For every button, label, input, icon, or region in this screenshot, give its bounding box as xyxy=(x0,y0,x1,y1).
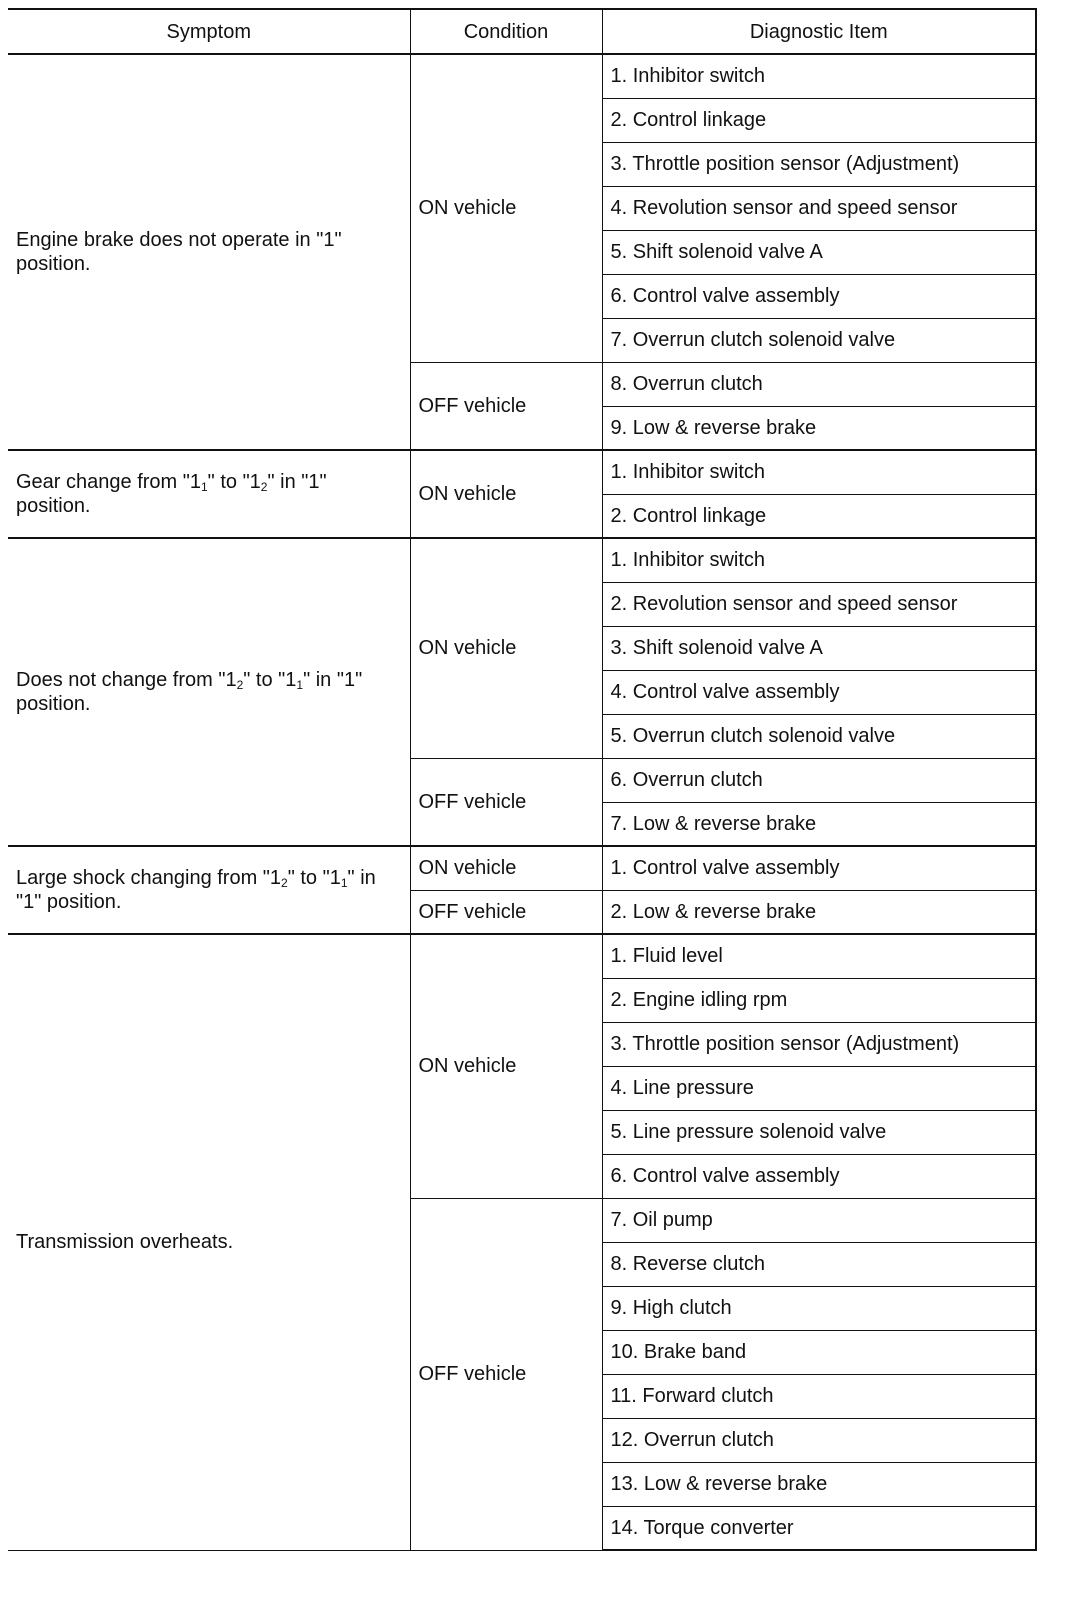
condition-cell: ON vehicle xyxy=(410,54,602,362)
condition-cell: OFF vehicle xyxy=(410,890,602,934)
diagnostic-item-cell: 5. Overrun clutch solenoid valve xyxy=(602,714,1036,758)
diagnostic-item-cell: 12. Overrun clutch xyxy=(602,1418,1036,1462)
diagnostic-item-cell: 2. Revolution sensor and speed sensor xyxy=(602,582,1036,626)
symptom-cell: Engine brake does not operate in "1" position. xyxy=(8,54,410,450)
diagnostic-item-cell: 2. Low & reverse brake xyxy=(602,890,1036,934)
diagnostic-item-cell: 1. Inhibitor switch xyxy=(602,538,1036,582)
table-row xyxy=(8,54,1036,98)
table-body xyxy=(8,54,1036,1550)
subscript: 2 xyxy=(281,876,288,890)
diagnostic-item-cell: 2. Control linkage xyxy=(602,98,1036,142)
diagnostic-item-cell: 5. Line pressure solenoid valve xyxy=(602,1110,1036,1154)
condition-cell: ON vehicle xyxy=(410,846,602,890)
diagnostic-item-cell: 1. Inhibitor switch xyxy=(602,450,1036,494)
diagnostic-item-cell: 14. Torque converter xyxy=(602,1506,1036,1550)
diagnostic-item-cell: 4. Line pressure xyxy=(602,1066,1036,1110)
symptom-cell: Does not change from "$1_2$" to "$1_1$" in "1" position. xyxy=(8,538,410,846)
diagnostic-item-cell: 7. Low & reverse brake xyxy=(602,802,1036,846)
condition-cell: OFF vehicle xyxy=(410,1198,602,1550)
diagnostic-item-cell: 1. Inhibitor switch xyxy=(602,54,1036,98)
diagnostic-item-cell: 6. Control valve assembly xyxy=(602,274,1036,318)
diagnostic-item-cell: 10. Brake band xyxy=(602,1330,1036,1374)
diagnostic-item-cell: 11. Forward clutch xyxy=(602,1374,1036,1418)
subscript: 2 xyxy=(236,678,244,692)
table-row xyxy=(8,934,1036,978)
diagnostic-item-cell: 3. Throttle position sensor (Adjustment) xyxy=(602,142,1036,186)
symptom-cell: Transmission overheats. xyxy=(8,934,410,1550)
header-diagnostic-item: Diagnostic Item xyxy=(602,9,1036,54)
condition-cell: ON vehicle xyxy=(410,450,602,538)
header-row xyxy=(8,9,1036,54)
header-condition: Condition xyxy=(410,9,602,54)
symptom-cell: Large shock changing from "$1_2$" to "$1_1$" in "1" position. xyxy=(8,846,410,934)
diagnostic-item-cell: 1. Fluid level xyxy=(602,934,1036,978)
table-row xyxy=(8,538,1036,582)
table-row xyxy=(8,450,1036,494)
diagnostic-item-cell: 4. Control valve assembly xyxy=(602,670,1036,714)
subscript: 1 xyxy=(200,480,208,494)
diagnostic-item-cell: 7. Oil pump xyxy=(602,1198,1036,1242)
condition-cell: OFF vehicle xyxy=(410,362,602,450)
diagnostic-item-cell: 9. High clutch xyxy=(602,1286,1036,1330)
diagnostic-item-cell: 1. Control valve assembly xyxy=(602,846,1036,890)
diagnostic-item-cell: 3. Shift solenoid valve A xyxy=(602,626,1036,670)
diagnostic-item-cell: 2. Engine idling rpm xyxy=(602,978,1036,1022)
diagnostic-table xyxy=(8,8,1037,1551)
diagnostic-item-cell: 2. Control linkage xyxy=(602,494,1036,538)
table-row xyxy=(8,846,1036,890)
symptom-cell: Gear change from "$1_1$" to "$1_2$" in "1" position. xyxy=(8,450,410,538)
subscript: 1 xyxy=(296,678,304,692)
condition-cell: OFF vehicle xyxy=(410,758,602,846)
diagnostic-item-cell: 8. Reverse clutch xyxy=(602,1242,1036,1286)
header-symptom: Symptom xyxy=(8,9,410,54)
diagnostic-item-cell: 13. Low & reverse brake xyxy=(602,1462,1036,1506)
subscript: 2 xyxy=(260,480,268,494)
diagnostic-item-cell: 9. Low & reverse brake xyxy=(602,406,1036,450)
diagnostic-item-cell: 5. Shift solenoid valve A xyxy=(602,230,1036,274)
diagnostic-item-cell: 6. Control valve assembly xyxy=(602,1154,1036,1198)
diagnostic-item-cell: 3. Throttle position sensor (Adjustment) xyxy=(602,1022,1036,1066)
diagnostic-item-cell: 4. Revolution sensor and speed sensor xyxy=(602,186,1036,230)
diagnostic-item-cell: 7. Overrun clutch solenoid valve xyxy=(602,318,1036,362)
diagnostic-item-cell: 8. Overrun clutch xyxy=(602,362,1036,406)
subscript: 1 xyxy=(340,876,348,890)
condition-cell: ON vehicle xyxy=(410,538,602,758)
condition-cell: ON vehicle xyxy=(410,934,602,1198)
diagnostic-item-cell: 6. Overrun clutch xyxy=(602,758,1036,802)
